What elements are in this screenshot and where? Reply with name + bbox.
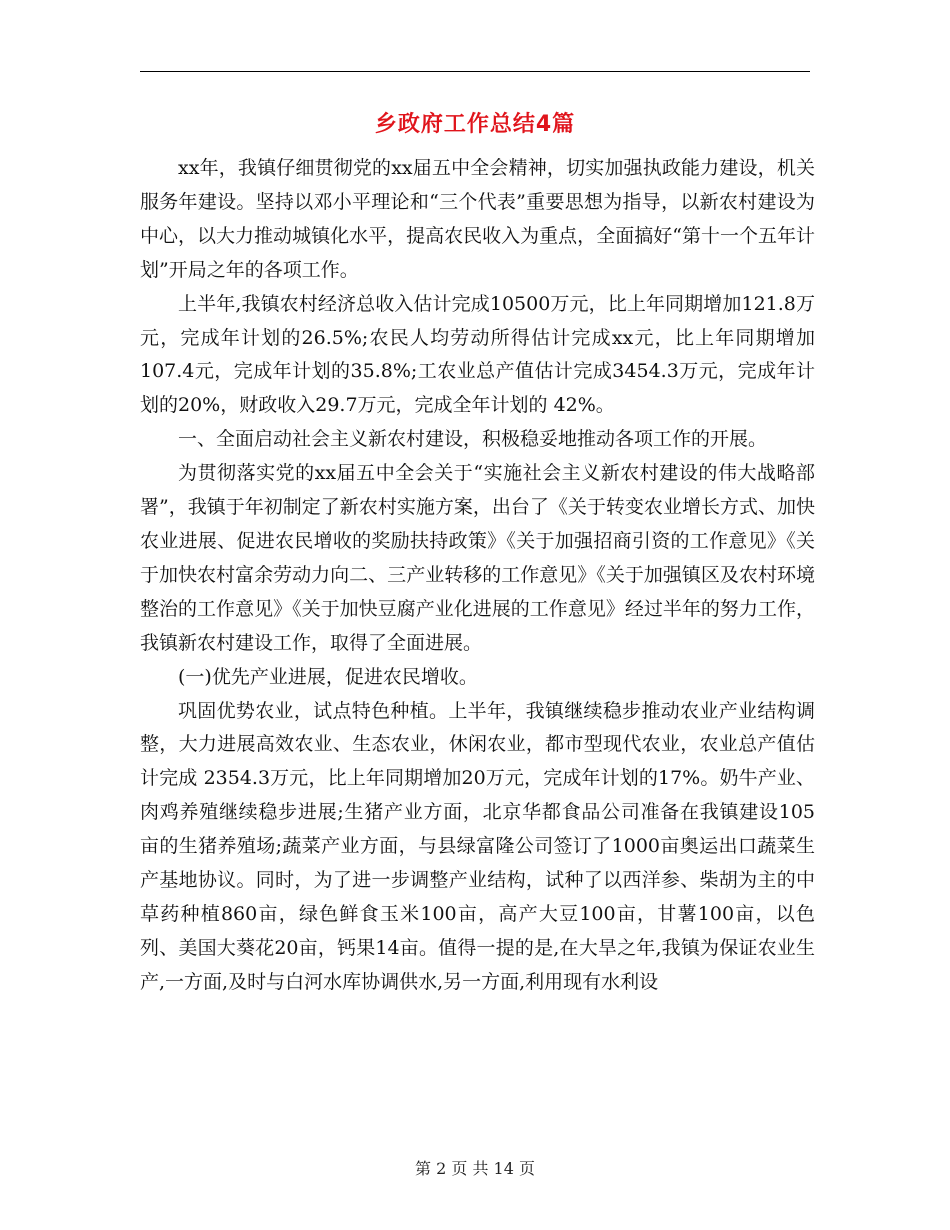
paragraph-economy: 上半年,我镇农村经济总收入估计完成10500万元，比上年同期增加121.8万元，完成年计划的26.5%;农民人均劳动所得估计完成xx元，比上年同期增加107.4元，完成年计划的35.8%;工农业总产值估计完成3454.3万元，完成年计划的20%，财政收入29.7万元，完成全年计划的 42%。 [140, 292, 815, 417]
page-number: 第 2 页 共 14 页 [415, 1159, 535, 1178]
document-body [140, 152, 815, 1000]
paragraph-agriculture: 巩固优势农业，试点特色种植。上半年，我镇继续稳步推动农业产业结构调整，大力进展高效农业、生态农业，休闲农业，都市型现代农业，农业总产值估计完成 2354.3万元，比上年同期增加20万元，完成年计划的17%。奶牛产业、肉鸡养殖继续稳步进展;生猪产业方面，北京华都食品公司准备在我镇建设105 亩的生猪养殖场;蔬菜产业方面，与县绿富隆公司签订了1000亩奥运出口蔬菜生产基地协议。同时，为了进一步调整产业结构，试种了以西洋参、柴胡为主的中草药种植860亩，绿色鲜食玉米100亩，高产大豆100亩，甘薯100亩，以色列、美国大葵花20亩，钙果14亩。值得一提的是,在大旱之年,我镇为保证农业生产,一方面,及时与白河水库协调供水,另一方面,利用现有水利设 [140, 699, 815, 993]
document-title: 乡政府工作总结4篇 [374, 112, 576, 137]
paragraph-policy: 为贯彻落实党的xx届五中全会关于“实施社会主义新农村建设的伟大战略部署”，我镇于年初制定了新农村实施方案，出台了《关于转变农业增长方式、加快农业进展、促进农民增收的奖励扶持政策》《关于加强招商引资的工作意见》《关于加快农村富余劳动力向二、三产业转移的工作意见》《关于加强镇区及农村环境整治的工作意见》《关于加快豆腐产业化进展的工作意见》经过半年的努力工作，我镇新农村建设工作，取得了全面进展。 [140, 462, 815, 654]
subsection-heading-1: (一)优先产业进展，促进农民增收。 [178, 665, 478, 688]
header-rule [140, 71, 810, 72]
paragraph-intro: xx年，我镇仔细贯彻党的xx届五中全会精神，切实加强执政能力建设，机关服务年建设。坚持以邓小平理论和“三个代表”重要思想为指导，以新农村建设为中心，以大力推动城镇化水平，提高农民收入为重点，全面搞好“第十一个五年计划”开局之年的各项工作。 [140, 157, 815, 281]
section-heading-1: 一、全面启动社会主义新农村建设，积极稳妥地推动各项工作的开展。 [178, 428, 768, 451]
